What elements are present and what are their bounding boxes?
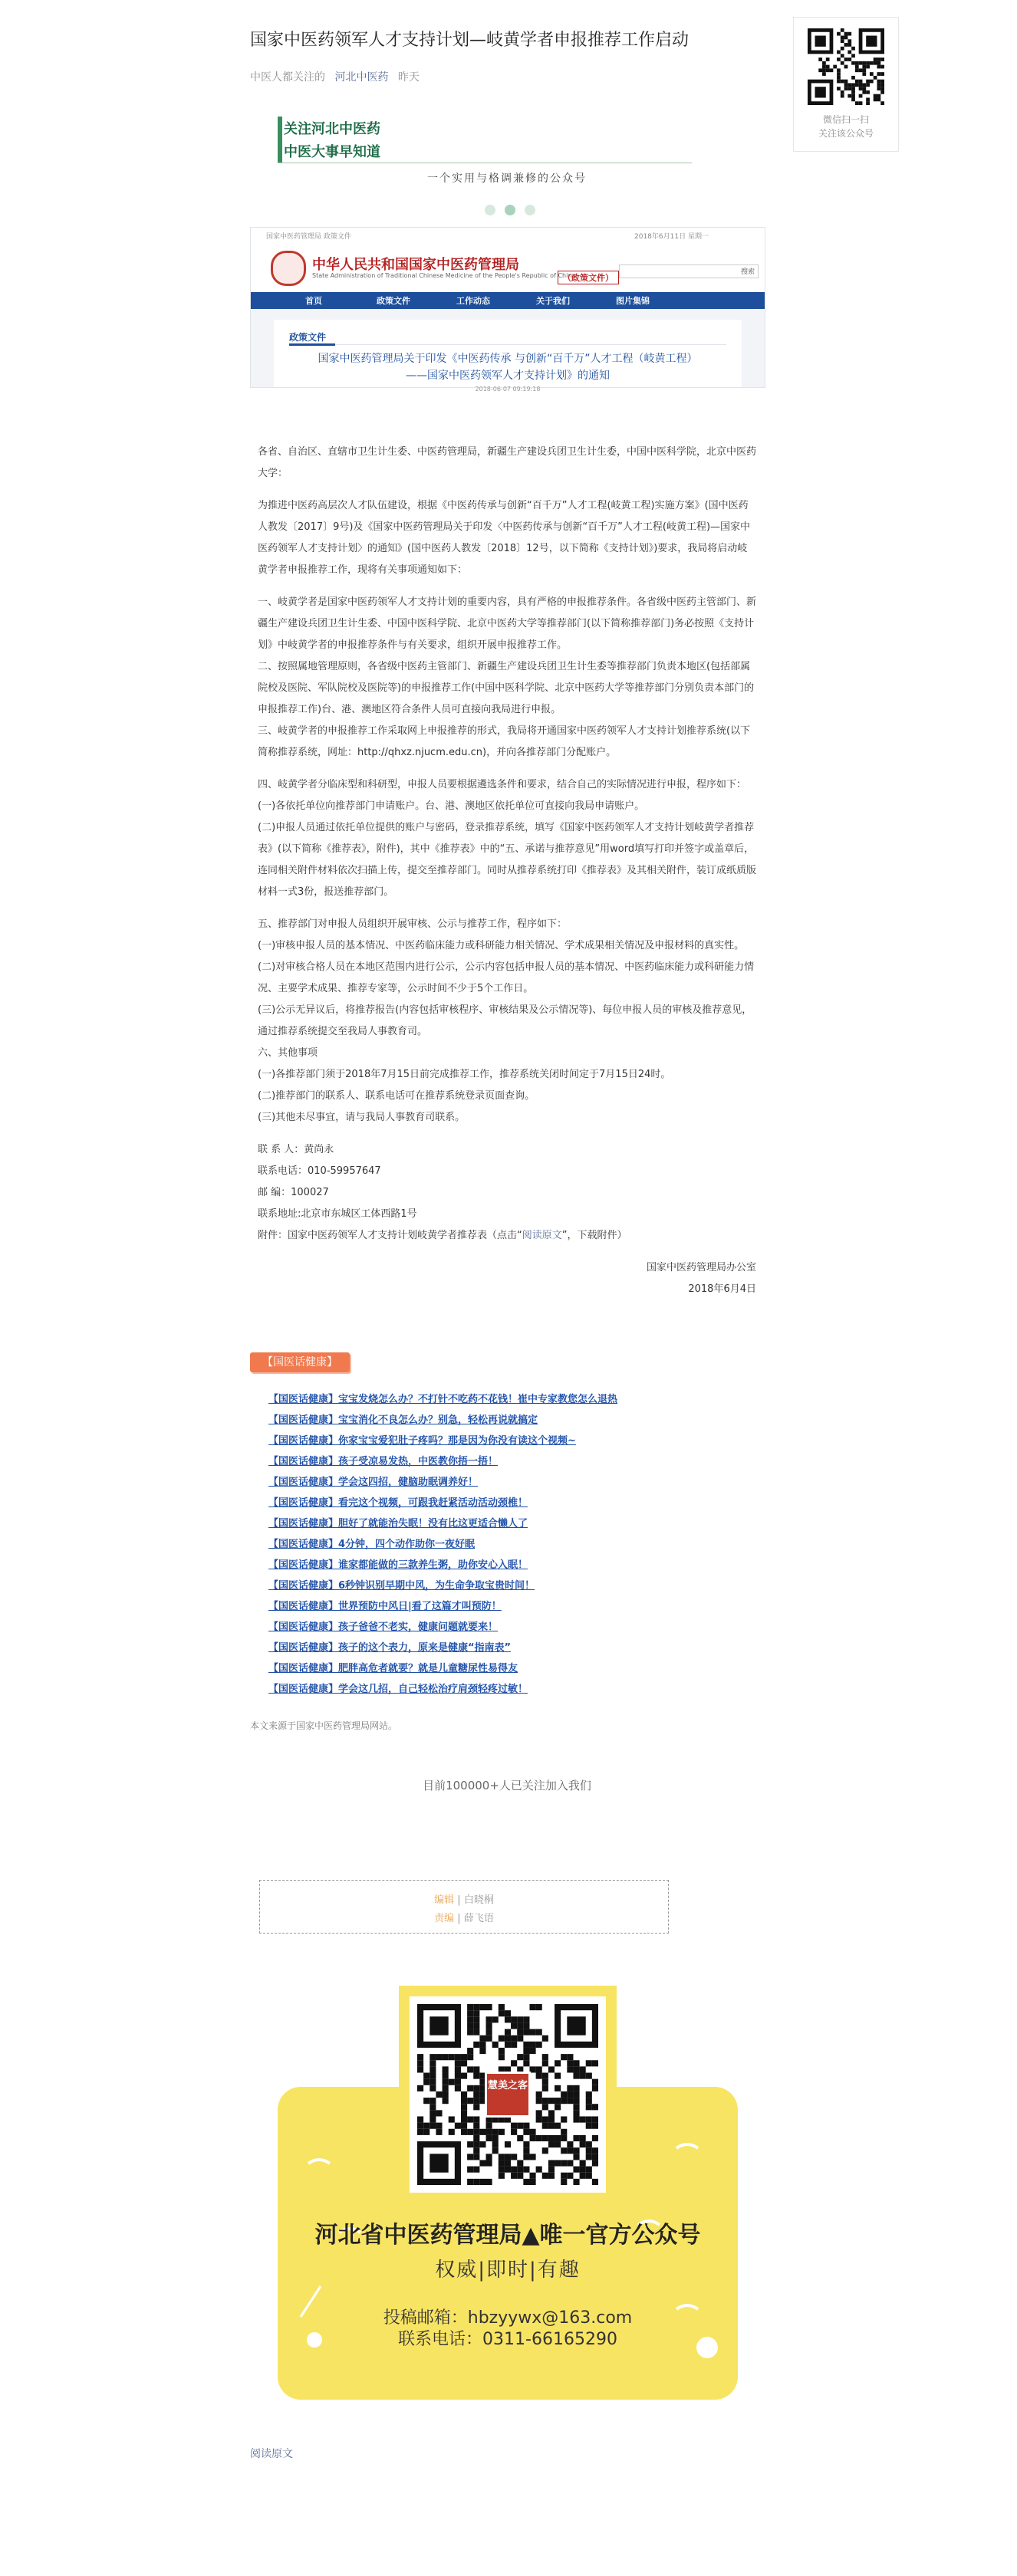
related-link[interactable]: 【国医话健康】宝宝消化不良怎么办？别急，轻松再说就搞定 bbox=[268, 1414, 538, 1426]
site-nav-item: 关于我们 bbox=[536, 296, 570, 306]
related-badge: 【国医话健康】 bbox=[250, 1352, 350, 1372]
body-paragraph: 六、其他事项 bbox=[258, 1047, 318, 1059]
site-heading-line-1: 国家中医药管理局关于印发《中医药传承 与创新“百千万”人才工程（岐黄工程） bbox=[318, 353, 698, 365]
related-links-list bbox=[268, 1389, 744, 1700]
body-paragraph: (一)各推荐部门须于2018年7月15日前完成推荐工作，推荐系统关闭时间定于7月15日24时。 bbox=[258, 1069, 671, 1080]
related-link[interactable]: 【国医话健康】6秒钟识别早期中风，为生命争取宝贵时间！ bbox=[268, 1580, 535, 1592]
site-search-button: 搜索 bbox=[740, 268, 755, 276]
body-paragraph: 五、推荐部门对申报人员组织开展审核、公示与推荐工作，程序如下： bbox=[258, 918, 568, 930]
site-nav-item: 图片集锦 bbox=[616, 296, 650, 306]
poster-qr-badge-text: 慧美之客 bbox=[487, 2080, 528, 2091]
attachment-suffix: ”，下载附件） bbox=[561, 1230, 627, 1241]
site-section-mark bbox=[289, 343, 335, 346]
poster-contact bbox=[278, 2308, 738, 2351]
body-paragraph: 四、岐黄学者分临床型和科研型，申报人员要根据遴选条件和要求，结合自己的实际情况进行申报，程序如下： bbox=[258, 779, 747, 790]
related-link[interactable]: 【国医话健康】你家宝宝爱犯肚子疼吗？那是因为你没有读这个视频~ bbox=[268, 1435, 576, 1447]
related-link[interactable]: 【国医话健康】学会这几招，自己轻松治疗肩颈轻疼过敏！ bbox=[268, 1684, 528, 1695]
read-original-link[interactable]: 阅读原文 bbox=[250, 2448, 293, 2460]
related-link[interactable]: 【国医话健康】孩子受凉易发热，中医教你捂一捂！ bbox=[268, 1456, 499, 1467]
contact-line: 联 系 人：黄尚永 bbox=[258, 1144, 334, 1155]
editor-row: 编辑 | 白晓桐 bbox=[434, 1894, 494, 1906]
site-topbar-left: 国家中医药管理局 政策文件 bbox=[266, 233, 351, 241]
site-nav-item: 首页 bbox=[305, 296, 322, 306]
body-paragraph: (三)其他未尽事宜，请与我局人事教育司联系。 bbox=[258, 1112, 466, 1123]
source-note: 本文来源于国家中医药管理局网站。 bbox=[250, 1720, 398, 1731]
poster-title: 河北省中医药管理局▲唯一官方公众号 bbox=[314, 2222, 701, 2249]
site-nav bbox=[251, 292, 765, 309]
side-qr-caption-1: 微信扫一扫 bbox=[822, 114, 869, 125]
side-qr-caption-2: 关注该公众号 bbox=[818, 128, 874, 139]
site-section-title: 政策文件 bbox=[289, 332, 327, 343]
editor-label: 编辑 bbox=[434, 1894, 455, 1906]
site-heading-line-2: ——国家中医药领军人才支持计划》的通知 bbox=[406, 370, 610, 382]
site-nav-item: 工作动态 bbox=[456, 296, 490, 306]
related-link[interactable]: 【国医话健康】学会这四招，健脑助眠调养好！ bbox=[268, 1477, 479, 1488]
official-account-poster bbox=[278, 1986, 738, 2400]
poster-phone: 联系电话：0311-66165290 bbox=[398, 2330, 617, 2349]
contact-line: 邮 编：100027 bbox=[258, 1187, 329, 1198]
body-paragraph: 二、按照属地管理原则，各省级中医药主管部门、新疆生产建设兵团卫生计生委等推荐部门负责本地区(包括部属院校及医院、军队院校及医院等)的申报推荐工作(中国中医科学院、北京中医药大学等推荐部门分别负责本部门的申报推荐工作)台、港、澳地区符合条件人员可直接向我局进行申报。 bbox=[258, 661, 755, 715]
related-link[interactable]: 【国医话健康】肥胖高危者就要？就是儿童糖尿性易得友 bbox=[268, 1663, 518, 1674]
site-topbar-right: 2018年6月11日 星期一 bbox=[634, 233, 709, 241]
editor-box bbox=[259, 1880, 669, 1934]
attachment-read-original-link[interactable]: 阅读原文 bbox=[522, 1230, 562, 1241]
reviewer-label: 责编 bbox=[434, 1913, 455, 1924]
attachment-line bbox=[258, 1225, 756, 1247]
poster-subtitle: 权威|即时|有趣 bbox=[435, 2259, 581, 2282]
site-heading bbox=[274, 350, 742, 395]
carousel-dots[interactable] bbox=[480, 204, 540, 219]
carousel-dot[interactable] bbox=[525, 205, 535, 215]
related-link[interactable]: 【国医话健康】胆好了就能治失眠！没有比这更适合懒人了 bbox=[268, 1518, 528, 1530]
body-paragraph: 一、岐黄学者是国家中医药领军人才支持计划的重要内容，具有严格的申报推荐条件。各省级中医药主管部门、新疆生产建设兵团卫生计生委、中国中医科学院、北京中医药大学等推荐部门(以下简称推荐部门)务必按照《支持计划》中岐黄学者的申报推荐条件与有关要求，组织开展申报推荐工作。 bbox=[258, 596, 757, 651]
related-link[interactable]: 【国医话健康】世界预防中风日|看了这篇才叫预防！ bbox=[268, 1601, 502, 1612]
article-title: 国家中医药领军人才支持计划—岐黄学者申报推荐工作启动 bbox=[250, 31, 690, 50]
body-paragraph: (二)推荐部门的联系人、联系电话可在推荐系统登录页面查询。 bbox=[258, 1090, 535, 1102]
article-body bbox=[258, 442, 756, 1300]
reviewer-name: 薛飞语 bbox=[463, 1913, 494, 1924]
account-name-link[interactable]: 河北中医药 bbox=[334, 71, 389, 84]
carousel-dot-active[interactable] bbox=[505, 205, 515, 215]
site-nav-item: 政策文件 bbox=[377, 296, 410, 306]
body-paragraph: (一)各依托单位向推荐部门申请账户。台、港、澳地区依托单位可直接向我局申请账户。 bbox=[258, 800, 645, 812]
body-paragraph: 三、岐黄学者的申报推荐工作采取网上申报推荐的形式，我局将开通国家中医药领军人才支持计划推荐系统(以下简称推荐系统，网址：http://qhxz.njucm.edu.cn)，并向各推荐部门分配账户。 bbox=[258, 725, 751, 758]
site-tag: （政策文件） bbox=[558, 271, 619, 284]
carousel-dot[interactable] bbox=[485, 205, 495, 215]
side-qr-panel bbox=[793, 17, 899, 152]
body-paragraph: (二)申报人员通过依托单位提供的账户与密码，登录推荐系统，填写《国家中医药领军人才支持计划岐黄学者推荐表》(以下简称《推荐表》，附件)，其中《推荐表》中的“五、承诺与推荐意见”用word填写打印并签字或盖章后，连同相关附件材料依次扫描上传，提交至推荐部门。同时从推荐系统打印《推荐表》及其相关附件，装订成纸质版材料一式3份，报送推荐部门。 bbox=[258, 822, 757, 898]
publish-date: 昨天 bbox=[397, 71, 420, 84]
site-date: 2018-06-07 09:19:18 bbox=[475, 386, 541, 393]
related-link[interactable]: 【国医话健康】宝宝发烧怎么办？不打针不吃药不花钱！崔中专家教您怎么退热 bbox=[268, 1394, 618, 1405]
banner-slogan: 一个实用与格调兼修的公众号 bbox=[427, 172, 587, 185]
banner-line-1: 关注河北中医药 bbox=[284, 121, 380, 137]
site-section-line bbox=[289, 344, 726, 345]
site-search-box bbox=[619, 264, 759, 278]
body-paragraph: (三)公示无异议后，将推荐报告(内容包括审核程序、审核结果及公示情况等)、每位申报人员的审核及推荐意见，通过推荐系统提交至我局人事教育司。 bbox=[258, 1004, 752, 1037]
editor-name: 白晓桐 bbox=[463, 1894, 494, 1906]
body-paragraph: (一)审核申报人员的基本情况、中医药临床能力或科研能力相关情况、学术成果相关情况及申报材料的真实性。 bbox=[258, 940, 745, 951]
national-emblem-icon bbox=[271, 251, 306, 286]
related-link[interactable]: 【国医话健康】谁家都能做的三款养生粥，助你安心入眠！ bbox=[268, 1559, 528, 1571]
poster-qr-badge bbox=[485, 2072, 531, 2118]
site-org-name: 中华人民共和国国家中医药管理局 bbox=[312, 257, 519, 273]
sign-date: 2018年6月4日 bbox=[688, 1283, 756, 1295]
meta-prefix: 中医人都关注的 bbox=[250, 71, 325, 84]
poster-qr-frame bbox=[399, 1986, 617, 2203]
related-link[interactable]: 【国医话健康】4分钟，四个动作助你一夜好眠 bbox=[268, 1539, 476, 1550]
reviewer-row: 责编 | 薛飞语 bbox=[434, 1913, 494, 1924]
site-content-card bbox=[274, 320, 742, 393]
contact-line: 联系电话：010-59957647 bbox=[258, 1165, 381, 1177]
side-qr-code bbox=[808, 28, 884, 105]
contact-line: 联系地址:北京市东城区工体西路1号 bbox=[258, 1208, 417, 1220]
body-greeting: 各省、自治区、直辖市卫生计生委、中医药管理局，新疆生产建设兵团卫生计生委，中国中医科学院，北京中医药大学： bbox=[258, 446, 757, 479]
site-topbar bbox=[251, 228, 765, 243]
related-link[interactable]: 【国医话健康】孩子爸爸不老实，健康问题就要来！ bbox=[268, 1622, 499, 1633]
poster-email: 投稿邮箱：hbzyywx@163.com bbox=[383, 2308, 633, 2328]
banner-accent-bar bbox=[278, 117, 282, 163]
body-paragraph: (二)对审核合格人员在本地区范围内进行公示，公示内容包括申报人员的基本情况、中医药临床能力或科研能力情况、主要学术成果、推荐专家等，公示时间不少于5个工作日。 bbox=[258, 961, 755, 994]
banner-line-2: 中医大事早知道 bbox=[284, 144, 380, 160]
site-org-name-en: State Administration of Traditional Chinese Medicine of the People's Republic of China bbox=[312, 272, 576, 279]
body-intro: 为推进中医药高层次人才队伍建设，根据《中医药传承与创新“百千万”人才工程(岐黄工程)实施方案》(国中医药人教发〔2017〕9号)及《国家中医药管理局关于印发〈中医药传承与创新“百千万”人才工程(岐黄工程)—国家中医药领军人才支持计划〉的通知》(国中医药人教发〔2018〕12号，以下简称《支持计划》)要求，我局将启动岐黄学者申报推荐工作，现将有关事项通知如下： bbox=[258, 500, 751, 576]
follow-count: 目前100000+人已关注加入我们 bbox=[423, 1779, 591, 1792]
follow-banner bbox=[250, 107, 764, 222]
attachment-prefix: 附件：国家中医药领军人才支持计划岐黄学者推荐表（点击“ bbox=[258, 1230, 522, 1241]
related-link[interactable]: 【国医话健康】看完这个视频，可跟我赶紧活动活动颈椎！ bbox=[268, 1497, 528, 1509]
sign-org: 国家中医药管理局办公室 bbox=[646, 1262, 756, 1273]
related-link[interactable]: 【国医话健康】孩子的这个表力，原来是健康“指南表” bbox=[268, 1642, 512, 1654]
gov-site-screenshot bbox=[250, 227, 765, 393]
article-meta bbox=[250, 69, 420, 84]
